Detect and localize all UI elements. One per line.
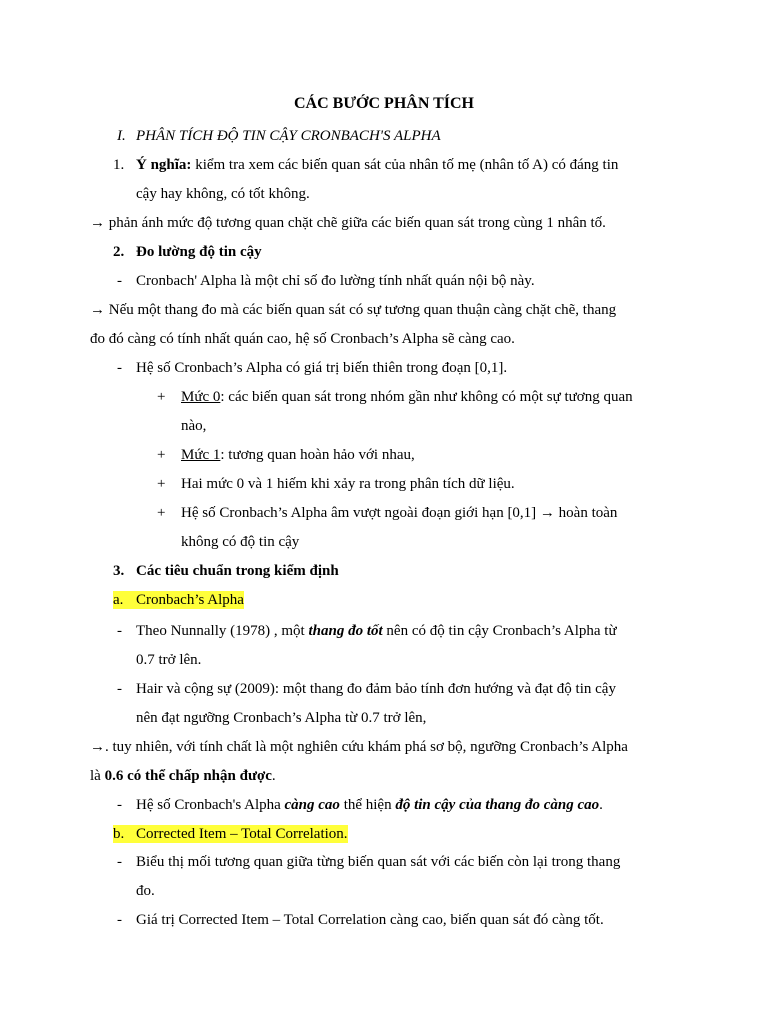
sub-bullet-item: [0, 504, 768, 522]
paragraph-text: là: [90, 768, 105, 784]
dash-marker: -: [117, 854, 122, 870]
sub-bullet-text: Hệ số Cronbach’s Alpha âm vượt ngoài đoạn giới hạn [0,1] → hoàn toàn: [181, 505, 618, 521]
dash-marker: -: [117, 681, 122, 697]
dash-marker: -: [117, 273, 122, 289]
bullet-item: [0, 680, 768, 698]
bullet-text: thể hiện: [339, 797, 396, 813]
bullet-item: [0, 911, 768, 929]
emphasis-text: càng cao: [284, 797, 340, 813]
list-item-1: [0, 156, 768, 174]
paragraph-continuation: [90, 767, 276, 785]
subheading-b: [0, 825, 768, 843]
plus-marker: +: [157, 476, 166, 492]
item-heading: Đo lường độ tin cậy: [136, 244, 262, 260]
plus-marker: +: [157, 447, 166, 463]
sub-letter: b.: [113, 825, 136, 843]
bullet-text: Hệ số Cronbach's Alpha: [136, 797, 285, 813]
bullet-text: nên có độ tin cậy Cronbach’s Alpha từ: [382, 623, 617, 639]
dash-marker: -: [117, 912, 122, 928]
arrow-paragraph: →. tuy nhiên, với tính chất là một nghiên cứu khám phá sơ bộ, ngưỡng Cronbach’s Alpha: [90, 739, 628, 755]
list-number: 2.: [113, 244, 125, 260]
dash-marker: -: [117, 623, 122, 639]
sub-bullet-continuation: nào,: [181, 418, 207, 434]
arrow-paragraph: → phản ánh mức độ tương quan chặt chẽ giữa các biến quan sát trong cùng 1 nhân tố.: [90, 215, 606, 231]
bullet-text: Theo Nunnally (1978) , một: [136, 623, 309, 639]
arrow-paragraph: → Nếu một thang đo mà các biến quan sát có sự tương quan thuận càng chặt chẽ, thang: [90, 302, 617, 318]
page-title: CÁC BƯỚC PHÂN TÍCH: [293, 95, 474, 112]
bullet-item: [0, 853, 768, 871]
highlighted-subheading: Corrected Item – Total Correlation.: [136, 826, 348, 842]
dash-marker: -: [117, 797, 122, 813]
item-text: kiểm tra xem các biến quan sát của nhân tố mẹ (nhân tố A) có đáng tin: [191, 157, 619, 173]
sub-bullet-text: : tương quan hoàn hảo với nhau,: [220, 447, 415, 463]
highlighted-subheading: Cronbach’s Alpha: [136, 592, 244, 608]
list-number: 3.: [113, 563, 125, 579]
bullet-continuation: 0.7 trở lên.: [136, 652, 202, 668]
sub-bullet-item: [0, 475, 768, 493]
dash-marker: -: [117, 360, 122, 376]
sub-bullet-item: [0, 446, 768, 464]
list-number: 1.: [113, 157, 125, 173]
bullet-item: [0, 796, 768, 814]
sub-bullet-continuation: không có độ tin cậy: [181, 534, 300, 550]
emphasis-text: 0.6 có thể chấp nhận được: [104, 768, 272, 784]
bullet-text: .: [599, 797, 603, 813]
paragraph-text: .: [271, 768, 276, 784]
list-item-3: [0, 562, 768, 580]
emphasis-text: độ tin cậy của thang đo càng cao: [395, 797, 600, 813]
plus-marker: +: [157, 389, 166, 405]
section-heading: [0, 127, 768, 145]
subheading-a: [0, 591, 768, 609]
sub-bullet-item: [0, 388, 768, 406]
level-label: Mức 1: [181, 447, 221, 463]
list-item-2: [0, 243, 768, 261]
bullet-continuation: nên đạt ngưỡng Cronbach’s Alpha từ 0.7 trở lên,: [136, 710, 427, 726]
paragraph-continuation: đo đó càng có tính nhất quán cao, hệ số Cronbach’s Alpha sẽ càng cao.: [90, 331, 515, 347]
sub-letter: a.: [113, 591, 136, 609]
bullet-text: Hair và cộng sự (2009): một thang đo đảm bảo tính đơn hướng và đạt độ tin cậy: [136, 681, 616, 697]
sub-bullet-text: Hai mức 0 và 1 hiếm khi xảy ra trong phân tích dữ liệu.: [181, 476, 515, 492]
item-heading: Các tiêu chuẩn trong kiểm định: [136, 563, 339, 579]
bullet-item: [0, 359, 768, 377]
bullet-item: [0, 272, 768, 290]
item-continuation: cậy hay không, có tốt không.: [136, 186, 310, 202]
section-title: PHÂN TÍCH ĐỘ TIN CẬY CRONBACH'S ALPHA: [136, 128, 441, 144]
bullet-text: Biểu thị mối tương quan giữa từng biến quan sát với các biến còn lại trong thang: [136, 854, 621, 870]
bullet-text: Hệ số Cronbach’s Alpha có giá trị biến thiên trong đoạn [0,1].: [136, 360, 508, 376]
sub-bullet-text: : các biến quan sát trong nhóm gần như không có một sự tương quan: [220, 389, 633, 405]
bullet-text: Cronbach' Alpha là một chỉ số đo lường tính nhất quán nội bộ này.: [136, 273, 535, 289]
section-number: I.: [117, 128, 126, 144]
plus-marker: +: [157, 505, 166, 521]
item-term: Ý nghĩa:: [136, 157, 192, 173]
bullet-item: [0, 622, 768, 640]
emphasis-text: thang đo tốt: [308, 623, 383, 639]
bullet-continuation: đo.: [136, 883, 155, 899]
level-label: Mức 0: [181, 389, 221, 405]
bullet-text: Giá trị Corrected Item – Total Correlation càng cao, biến quan sát đó càng tốt.: [136, 912, 604, 928]
